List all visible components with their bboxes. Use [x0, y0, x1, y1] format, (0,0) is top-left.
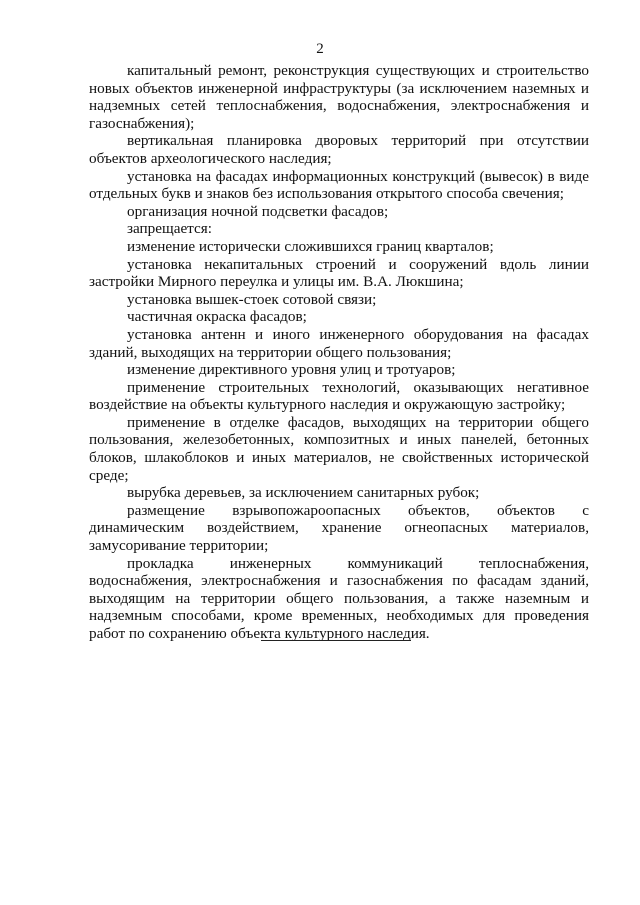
paragraph: частичная окраска фасадов;	[127, 308, 307, 326]
paragraph: установка вышек-стоек сотовой связи;	[127, 290, 377, 308]
end-separator-line	[261, 640, 411, 641]
paragraph: установка на фасадах информационных конструкций (вывесок) в виде отдельных букв и знаков без использования открытого способа свечения;	[89, 167, 589, 203]
paragraph: запрещается:	[127, 220, 212, 238]
document-body	[89, 62, 589, 643]
paragraph: применение строительных технологий, оказывающих негативное воздействие на объекты культурного наследия и окружающую застройку;	[89, 378, 589, 414]
paragraph: вырубка деревьев, за исключением санитарных рубок;	[127, 484, 480, 502]
paragraph: вертикальная планировка дворовых территорий при отсутствии объектов археологического наследия;	[89, 132, 589, 167]
paragraph: капитальный ремонт, реконструкция существующих и строительство новых объектов инженерной инфраструктуры (за исключением наземных и надземных сетей теплоснабжения, водоснабжения, электроснабжения и газоснабжения);	[89, 62, 589, 132]
paragraph: изменение исторически сложившихся границ кварталов;	[127, 237, 494, 255]
paragraph: установка антенн и иного инженерного оборудования на фасадах зданий, выходящих на территории общего пользования;	[89, 325, 589, 361]
paragraph: установка некапитальных строений и сооружений вдоль линии застройки Мирного переулка и улицы им. В.А. Люкшина;	[89, 255, 589, 291]
paragraph: прокладка инженерных коммуникаций теплоснабжения, водоснабжения, электроснабжения и газоснабжения по фасадам зданий, выходящим на территории общего пользования, а также наземным и надземным способами, кроме временных, необходимых для проведения работ по сохранению объекта культурного наследия.	[89, 554, 589, 642]
paragraph: изменение директивного уровня улиц и тротуаров;	[127, 361, 456, 379]
paragraph: организация ночной подсветки фасадов;	[127, 202, 389, 220]
page-number: 2	[316, 41, 324, 57]
paragraph: размещение взрывопожароопасных объектов, объектов с динамическим воздействием, хранение огнеопасных материалов, замусоривание территории;	[89, 501, 589, 555]
paragraph: применение в отделке фасадов, выходящих на территории общего пользования, железобетонных, композитных и иных панелей, бетонных блоков, шлакоблоков и иных материалов, не свойственных исторической среде;	[89, 413, 589, 484]
